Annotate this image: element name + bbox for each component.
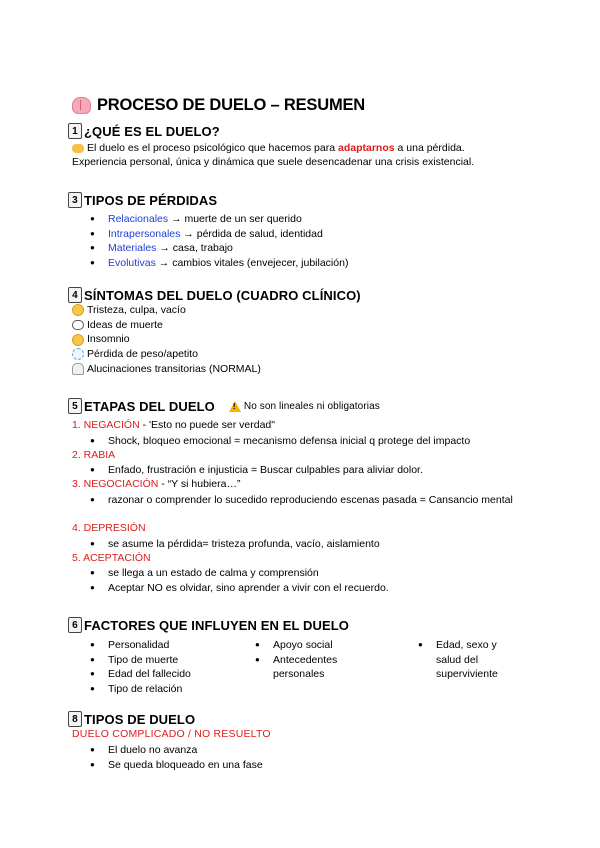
stage-acceptance: 5. ACEPTACIÓN xyxy=(72,552,151,564)
section-heading-text: FACTORES QUE INFLUYEN EN EL DUELO xyxy=(84,617,350,633)
definition-line-1 xyxy=(72,141,465,155)
list-item: ● Relacionales → muerte de un ser querido xyxy=(90,212,348,227)
list-item: ● Edad del fallecido xyxy=(90,667,240,682)
keycap-number-icon: 4 xyxy=(68,287,82,303)
stage-depression: 4. DEPRESIÓN xyxy=(72,522,146,534)
list-item: ● Apoyo social xyxy=(255,638,365,653)
factors-column-1 xyxy=(90,638,240,697)
list-item: Pérdida de peso/apetito xyxy=(72,347,261,362)
ghost-icon xyxy=(72,363,84,375)
stage-depression-bullets xyxy=(90,537,380,552)
section-heading-text: TIPOS DE DUELO xyxy=(84,711,196,727)
grief-types-list xyxy=(90,743,263,772)
keycap-number-icon: 6 xyxy=(68,617,82,633)
section-heading-what-is-grief xyxy=(68,123,220,139)
list-item: ● Personalidad xyxy=(90,638,240,653)
stages-note: ! No son lineales ni obligatorias xyxy=(229,401,380,412)
list-item: ● Tipo de muerte xyxy=(90,653,240,668)
list-item: ● Edad, sexo y salud del superviviente xyxy=(418,638,514,682)
page-title xyxy=(72,96,365,115)
list-item: ● Enfado, frustración e injusticia = Buscar culpables para aliviar dolor. xyxy=(90,463,423,478)
definition-text: El duelo es el proceso psicológico que hacemos para xyxy=(87,142,338,154)
section-heading-stages xyxy=(68,398,380,414)
factors-column-2 xyxy=(255,638,365,682)
list-item: ● Intrapersonales → pérdida de salud, identidad xyxy=(90,227,348,242)
thought-bubble-icon xyxy=(72,320,84,330)
section-heading-loss-types xyxy=(68,192,217,208)
stage-denial-bullets xyxy=(90,434,470,449)
list-item: ● razonar o comprender lo sucedido reproduciendo escenas pasada = Cansancio mental xyxy=(90,493,520,508)
list-item: ● Antecedentes personales xyxy=(255,653,365,682)
stage-acceptance-bullets xyxy=(90,566,389,595)
brain-icon xyxy=(72,97,91,114)
section-heading-text: ETAPAS DEL DUELO xyxy=(84,398,215,414)
list-item: ● se llega a un estado de calma y comprensión xyxy=(90,566,389,581)
list-item: Tristeza, culpa, vacío xyxy=(72,303,261,318)
list-item: ● El duelo no avanza xyxy=(90,743,263,758)
highlight-adaptarnos: adaptarnos xyxy=(338,142,395,154)
list-item: ● Se queda bloqueado en una fase xyxy=(90,758,263,773)
section-heading-text: TIPOS DE PÉRDIDAS xyxy=(84,192,218,208)
list-item: ● Shock, bloqueo emocional = mecanismo defensa inicial q protege del impacto xyxy=(90,434,470,449)
keycap-number-icon: 8 xyxy=(68,711,82,727)
loss-types-list xyxy=(90,212,348,271)
definition-text-end: a una pérdida. xyxy=(394,142,465,154)
list-item: Insomnio xyxy=(72,332,261,347)
list-item: ● Evolutivas → cambios vitales (envejecer, jubilación) xyxy=(90,256,348,271)
list-item: Alucinaciones transitorias (NORMAL) xyxy=(72,362,261,377)
sleepy-face-icon xyxy=(72,334,84,346)
symptoms-list xyxy=(72,303,261,377)
stage-bargaining: 3. NEGOCIACIÓN - “Y si hubiera…” xyxy=(72,478,241,490)
stage-bargaining-bullets xyxy=(90,493,520,508)
definition-line-2: Experiencia personal, única y dinámica que suele desencadenar una crisis existencial. xyxy=(72,156,475,168)
stage-anger-bullets xyxy=(90,463,423,478)
list-item: ● Aceptar NO es olvidar, sino aprender a vivir con el recuerdo. xyxy=(90,581,389,596)
sad-face-icon xyxy=(72,304,84,316)
keycap-number-icon: 5 xyxy=(68,398,82,414)
section-heading-symptoms xyxy=(68,287,361,303)
scale-icon xyxy=(72,348,84,360)
section-heading-factors xyxy=(68,617,349,633)
list-item: ● Materiales → casa, trabajo xyxy=(90,241,348,256)
keycap-number-icon: 1 xyxy=(68,123,82,139)
list-item: ● Tipo de relación xyxy=(90,682,240,697)
complicated-grief-subheading: DUELO COMPLICADO / NO RESUELTO xyxy=(72,728,271,740)
keycap-number-icon: 3 xyxy=(68,192,82,208)
pointing-hand-icon xyxy=(72,144,84,153)
warning-icon xyxy=(229,401,241,412)
list-item: Ideas de muerte xyxy=(72,318,261,333)
section-heading-text: ¿QUÉ ES EL DUELO? xyxy=(84,123,220,139)
stage-anger: 2. RABIA xyxy=(72,449,116,461)
section-heading-text: SÍNTOMAS DEL DUELO (CUADRO CLÍNICO) xyxy=(84,287,361,303)
stage-denial: 1. NEGACIÓN - 'Esto no puede ser verdad" xyxy=(72,419,275,431)
list-item: ● se asume la pérdida= tristeza profunda, vacío, aislamiento xyxy=(90,537,380,552)
page-title-text: PROCESO DE DUELO – RESUMEN xyxy=(97,96,366,114)
section-heading-grief-types xyxy=(68,711,195,727)
factors-column-3 xyxy=(418,638,514,682)
